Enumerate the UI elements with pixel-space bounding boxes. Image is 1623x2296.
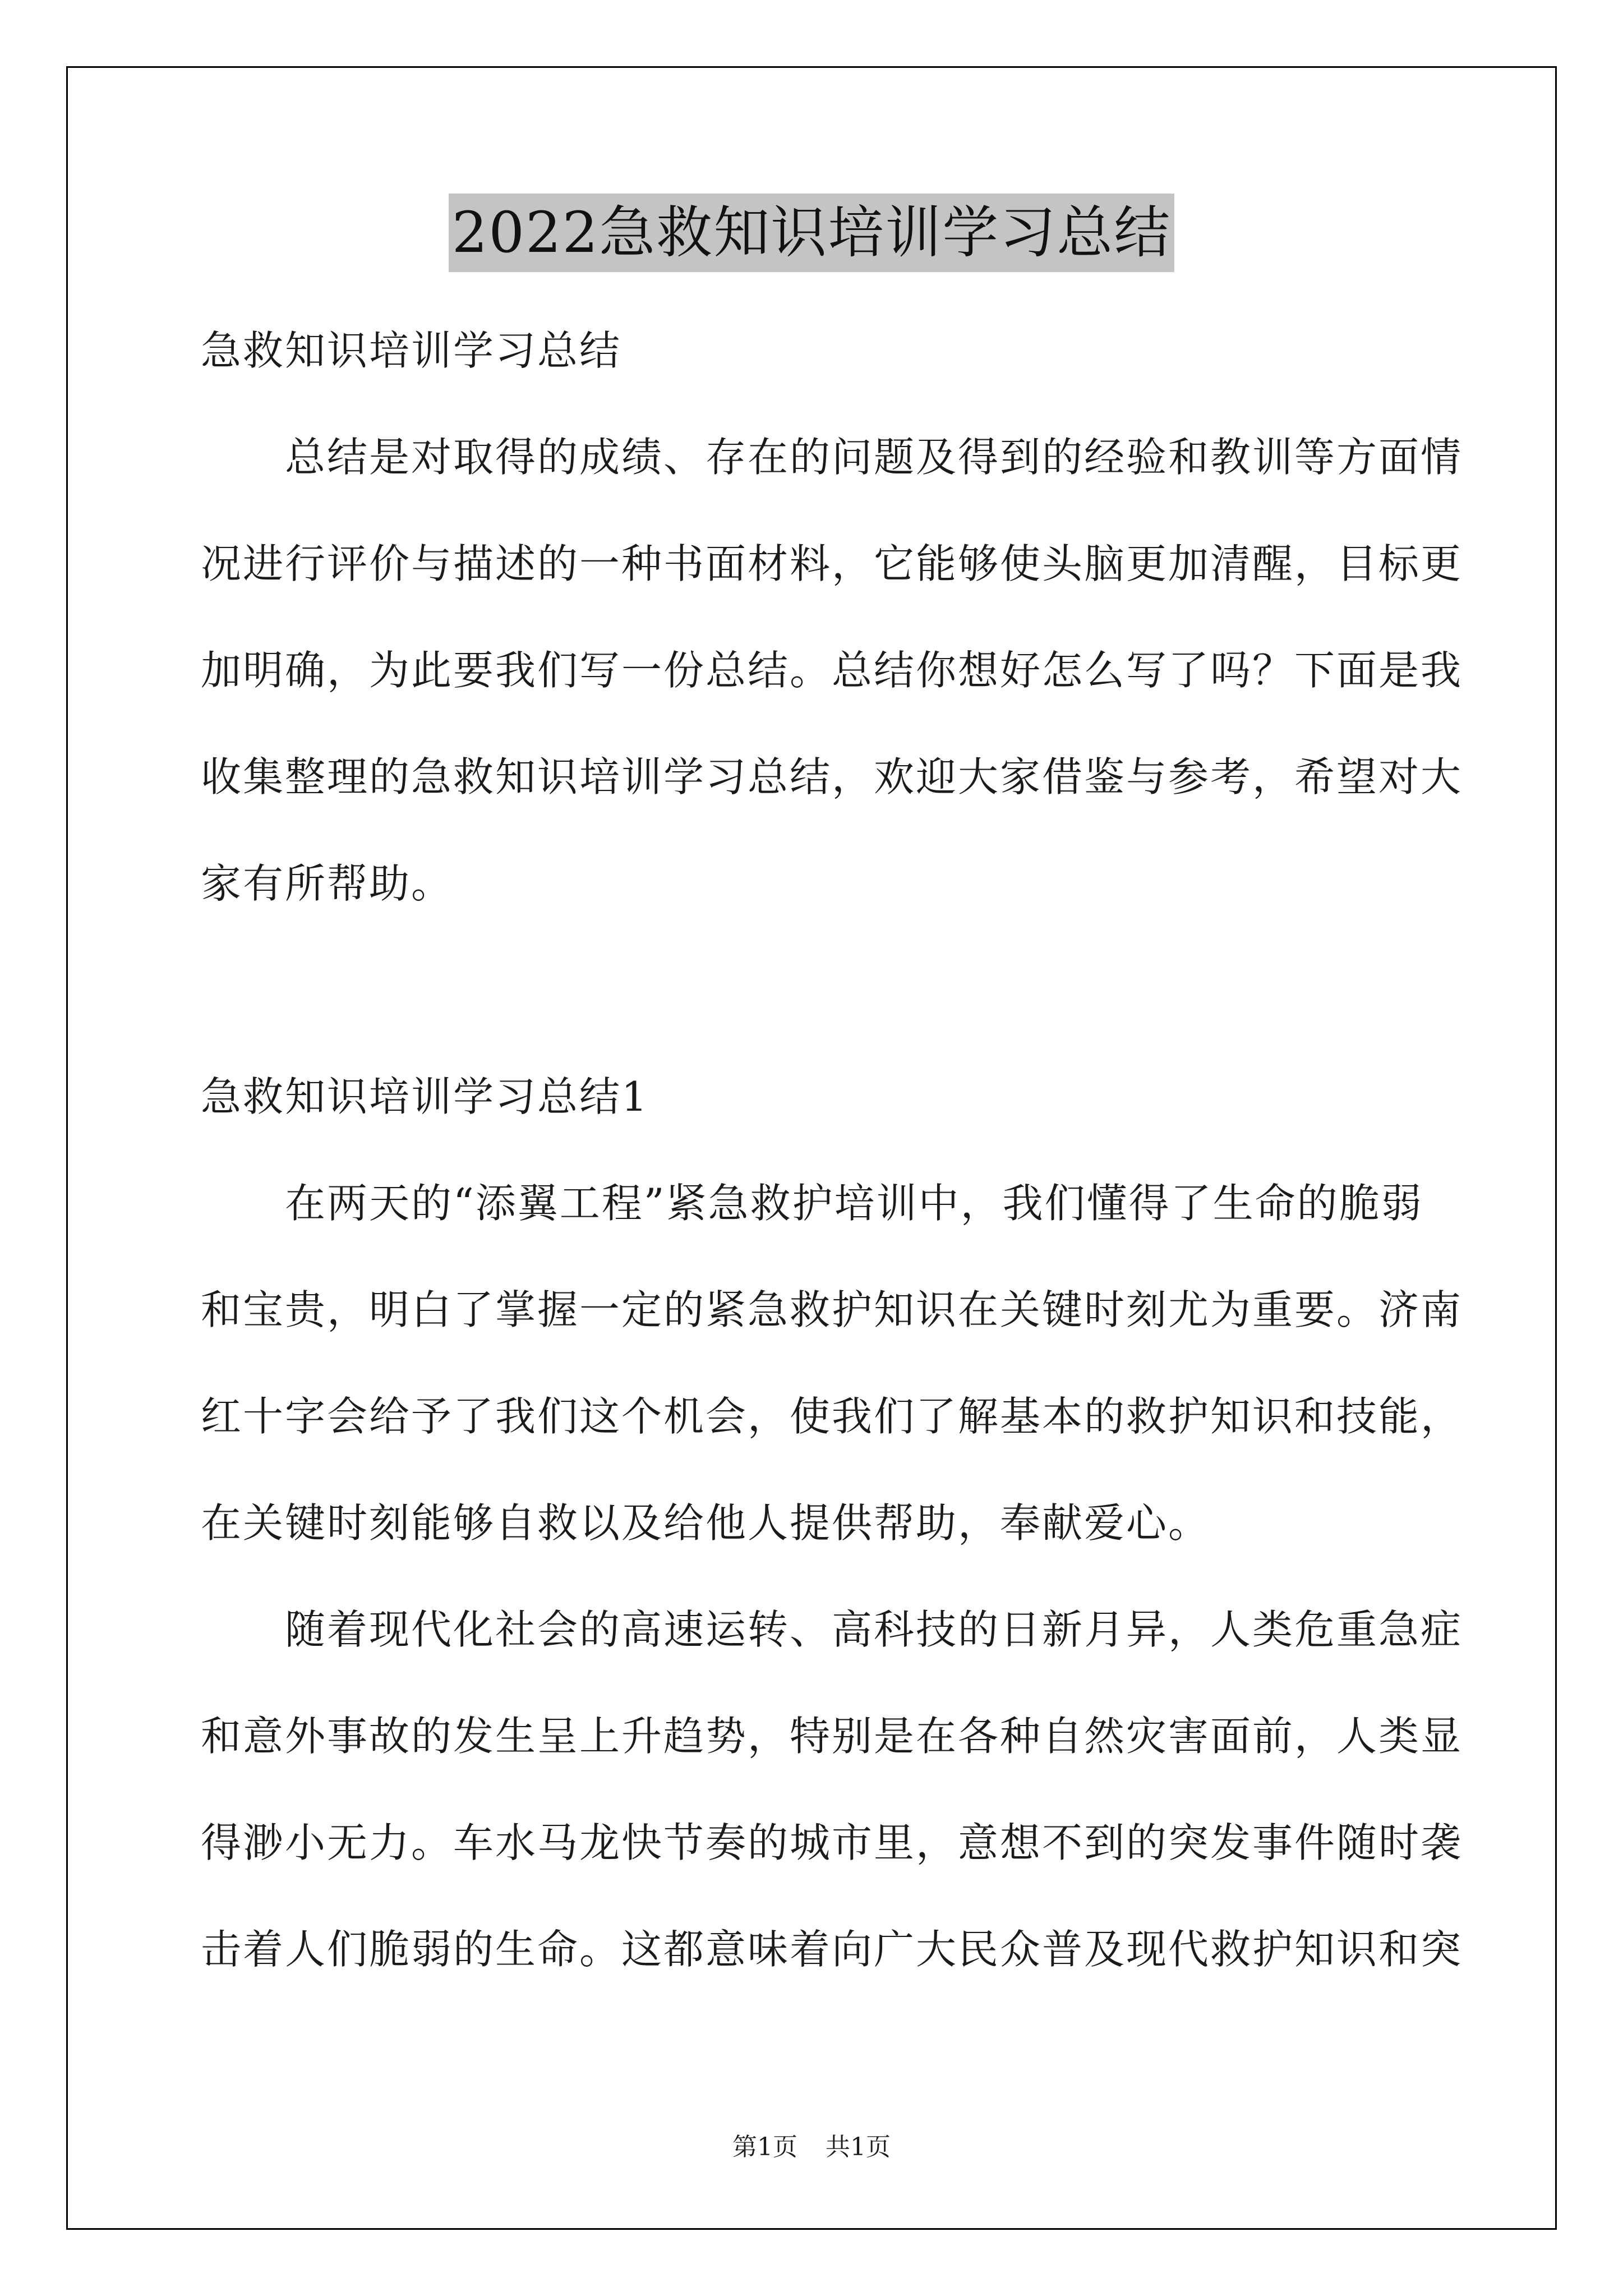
- section-1-paragraph-1: [201, 1150, 1463, 1576]
- text-line: 击着人们脆弱的生命。这都意味着向广大民众普及现代救护知识和突: [201, 1926, 1463, 1973]
- section-1-paragraph-2: [201, 1576, 1463, 2003]
- text-line: 在两天的“添翼工程”紧急救护培训中，我们懂得了生命的脆弱: [285, 1180, 1423, 1227]
- text-line: 和宝贵，明白了掌握一定的紧急救护知识在关键时刻尤为重要。济南: [201, 1286, 1463, 1333]
- text-line: 家有所帮助。: [201, 860, 454, 907]
- text-line: 红十字会给予了我们这个机会，使我们了解基本的救护知识和技能，: [201, 1393, 1463, 1440]
- page-footer: [0, 2131, 1623, 2164]
- text-line: 总结是对取得的成绩、存在的问题及得到的经验和教训等方面情: [285, 434, 1463, 481]
- document-subtitle: 急救知识培训学习总结: [201, 327, 622, 374]
- text-line: 加明确，为此要我们写一份总结。总结你想好怎么写了吗？下面是我: [201, 647, 1463, 694]
- title-container: [0, 194, 1623, 272]
- text-line: 得渺小无力。车水马龙快节奏的城市里，意想不到的突发事件随时袭: [201, 1819, 1463, 1866]
- blank-line: [201, 937, 1429, 1043]
- document-body: [201, 297, 1463, 2003]
- intro-paragraph: [201, 404, 1463, 937]
- text-line: 况进行评价与描述的一种书面材料，它能够使头脑更加清醒，目标更: [201, 540, 1463, 587]
- text-line: 随着现代化社会的高速运转、高科技的日新月异，人类危重急症: [285, 1606, 1463, 1653]
- document-title: 2022急救知识培训学习总结: [449, 194, 1175, 272]
- page-total: 共1页: [826, 2133, 891, 2161]
- text-line: 在关键时刻能够自救以及给他人提供帮助，奉献爱心。: [201, 1499, 1211, 1547]
- text-line: 和意外事故的发生呈上升趋势，特别是在各种自然灾害面前，人类显: [201, 1713, 1463, 1760]
- page-number: 第1页: [732, 2133, 797, 2161]
- text-line: 收集整理的急救知识培训学习总结，欢迎大家借鉴与参考，希望对大: [201, 753, 1463, 800]
- section-1-title: 急救知识培训学习总结1: [201, 1073, 649, 1120]
